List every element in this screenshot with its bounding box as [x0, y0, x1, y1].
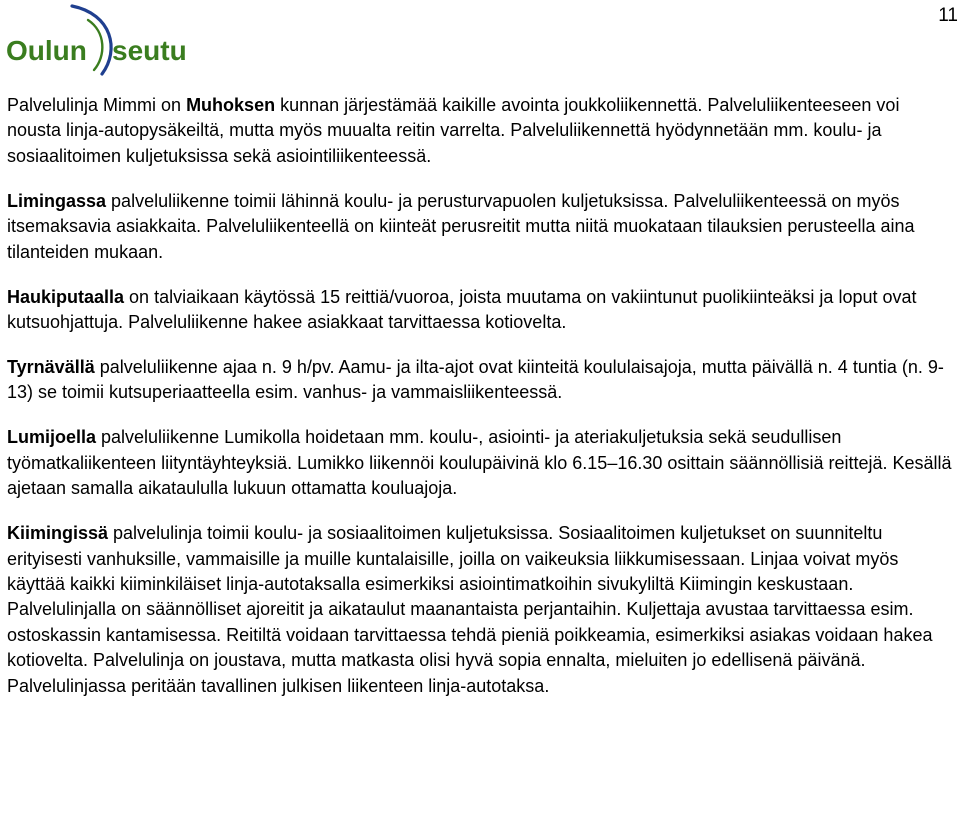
document-body [7, 93, 955, 719]
paragraph-tyrnava-text: palveluliikenne ajaa n. 9 h/pv. Aamu- ja ilta-ajot ovat kiinteitä koululaisajoja, mutta päivällä n. 4 tuntia (n. 9-13) se toimii kutsuperiaatteella esim. vanhus- ja vammaisliikenteessä. [7, 357, 944, 403]
logo-text-oulun: Oulun [6, 35, 87, 66]
paragraph-lumijoki-bold: Lumijoella [7, 427, 97, 448]
paragraph-tyrnava-bold: Tyrnävällä [7, 357, 95, 378]
paragraph-haukipudas-bold: Haukiputaalla [7, 286, 125, 307]
oulun-seutu-logo [2, 0, 202, 80]
paragraph-muhos [7, 93, 955, 169]
paragraph-lumijoki [7, 425, 955, 501]
paragraph-kiiminki-bold: Kiimingissä [7, 523, 109, 544]
page-number: 11 [938, 5, 958, 26]
logo-graphic [2, 0, 202, 80]
paragraph-liminka [7, 189, 955, 265]
logo-swoosh-inner [88, 20, 102, 70]
paragraph-kiiminki [7, 521, 955, 699]
paragraph-muhos-pre: Palvelulinja Mimmi on [7, 95, 187, 115]
paragraph-haukipudas-text: on talviaikaan käytössä 15 reittiä/vuoroa, joista muutama on vakiintunut puolikiinteäksi ja loput ovat kutsuohjattuja. Palveluliikenne hakee asiakkaat tarvittaessa kotiovelta. [7, 286, 917, 333]
logo-text-seutu: seutu [112, 35, 187, 66]
paragraph-muhos-text: kunnan järjestämää kaikille avointa joukkoliikennettä. Palveluliikenteeseen voi nousta linja-autopysäkeiltä, mutta myös muualta reitin varrelta. Palveluliikennettä hyödynnetään mm. koulu- ja sosiaalitoimen kuljetuksissa sekä asiointiliikenteessä. [7, 95, 900, 166]
paragraph-haukipudas [7, 285, 955, 336]
paragraph-liminka-bold: Limingassa [7, 190, 107, 211]
paragraph-muhos-bold: Muhoksen [186, 95, 276, 115]
paragraph-kiiminki-text: palvelulinja toimii koulu- ja sosiaalitoimen kuljetuksissa. Sosiaalitoimen kuljetukset on suunniteltu erityisesti vanhuksille, vammaisille ja muille kuntalaisille, joilla on vaikeuksia liikkumisessaan. Linjaa voivat myös käyttää kaikki kiiminkiläiset linja-autotaksalla esimerkiksi asiointimatkoihin sivukyliltä Kiimingin keskustaan. Palvelulinjalla on säännölliset ajoreitit ja aikataulut maanantaista perjantaihin. Kuljettaja avustaa tarvittaessa esim. ostoskassin kantamisessa. Reitiltä voidaan tarvittaessa tehdä pieniä poikkeamia, esimerkiksi asiakas voidaan hakea kotiovelta. Palvelulinja on joustava, mutta matkasta olisi hyvä sopia ennalta, mieluiten jo edellisenä päivänä. Palvelulinjassa peritään tavallinen julkisen liikenteen linja-autotaksa. [7, 523, 933, 696]
paragraph-tyrnava [7, 355, 955, 406]
paragraph-lumijoki-text: palveluliikenne Lumikolla hoidetaan mm. koulu-, asiointi- ja ateriakuljetuksia sekä seudullisen työmatkaliikenteen liityntäyhteyksiä. Lumikko liikennöi koulupäivinä klo 6.15–16.30 osittain säännöllisiä reittejä. Kesällä ajetaan samalla aikataululla lukuun ottamatta kouluajoja. [7, 427, 952, 499]
paragraph-liminka-text: palveluliikenne toimii lähinnä koulu- ja perusturvapuolen kuljetuksissa. Palveluliikenteessä on myös itsemaksavia asiakkaita. Palveluliikenteellä on kiinteät perusreitit mutta niitä muokataan tilauksien perusteella aina tilanteiden mukaan. [7, 190, 915, 262]
